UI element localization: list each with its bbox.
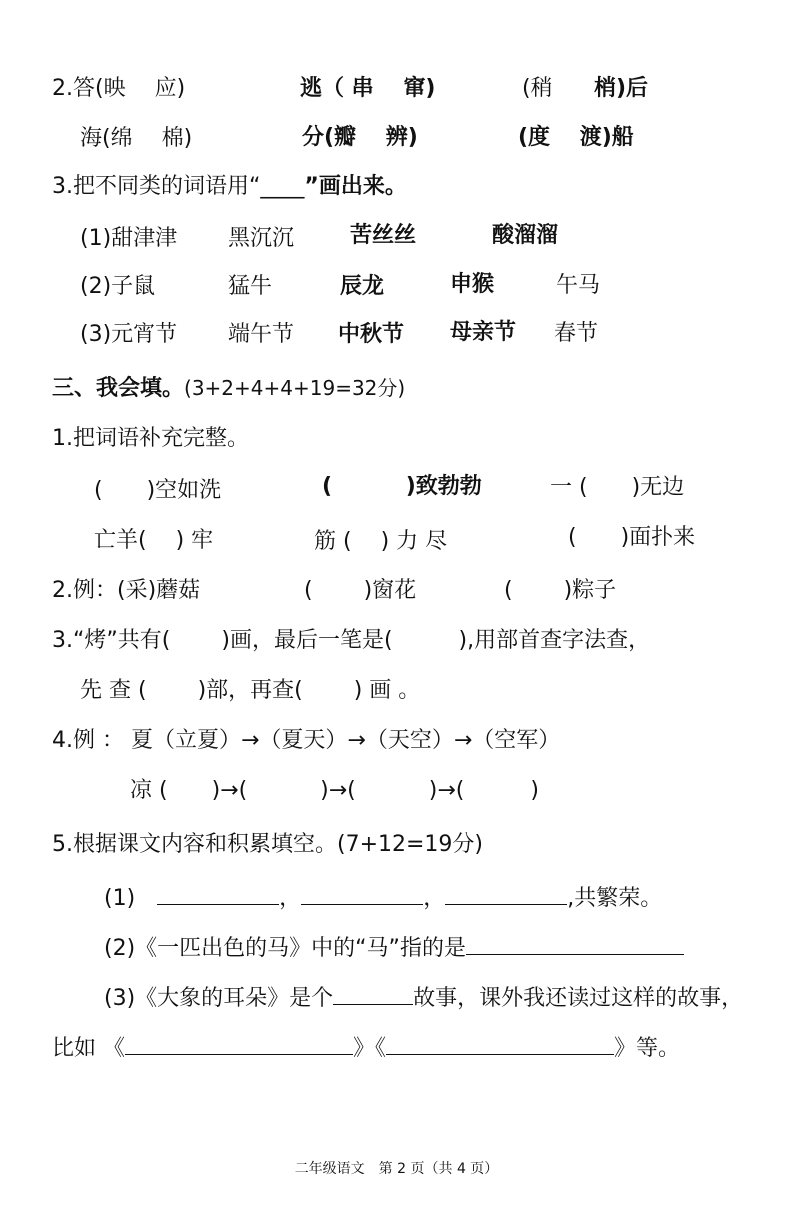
f5-p1-blank2[interactable] [301,886,423,905]
q2-row1-item3a: (稍 [522,76,582,101]
f1-r2-w1: 亡羊( ) 牢 [94,528,214,553]
q3-r2-w1: (2)子鼠 [80,274,156,299]
q3-r1-w1: (1)甜津津 [80,226,178,251]
f5-p1-blank3[interactable] [445,886,567,905]
q3-r3-w2: 端午节 [228,322,295,347]
f5-p1-sep1: ， [279,886,302,911]
q3-title-blank: ____ [260,174,305,199]
f4-chain: 凉 ( )→( )→( )→( ) [130,778,539,803]
f5-p3-blank2[interactable] [125,1036,353,1055]
f3-line2: 先 查 ( )部，再查( ) 画 。 [80,678,421,703]
f1-r2-w3: ( )面扑来 [568,525,696,550]
f5-p1-sep2: ， [423,886,446,911]
f5-p3-mid: 》《 [353,1036,387,1061]
q3-r3-w5: 春节 [554,321,599,346]
section3-score: (3+2+4+4+19=32分) [184,376,406,400]
q3-r1-w2: 黑沉沉 [228,226,295,251]
f1-r1-w3: 一 ( )无边 [550,475,685,500]
f5-part2 [104,936,684,960]
q3-title-post: ”画出来。 [304,174,407,199]
f1-r2-w2: 筋 ( ) 力 尽 [314,529,448,554]
page-footer: 二年级语文 第 2 页（共 4 页） [294,1161,499,1177]
q3-r2-w2: 猛牛 [228,274,273,299]
f5-part3-line2 [52,1036,680,1060]
q3-r2-w4: 申猴 [450,272,495,297]
f5-part1 [104,886,662,910]
q3-r1-w4: 酸溜溜 [492,223,559,248]
f2-item1: ( )窗花 [304,578,417,603]
f5-part3 [104,986,743,1010]
f5-p3-label: (3)《大象的耳朵》是个 [104,986,334,1011]
q2-row2-item3: (度 渡)船 [518,125,634,150]
q2-row1-item1: 2.答(映 应) [52,76,186,101]
q3-title [52,176,407,198]
q3-r3-w4: 母亲节 [450,320,517,345]
f5-p1-end: ,共繁荣。 [567,886,663,911]
f3-line1: 3.“烤”共有( )画，最后一笔是( ),用部首查字法查， [52,628,651,653]
f5-p1-label: (1) [104,886,136,911]
q3-r1-w3: 苦丝丝 [350,223,417,248]
f1-title: 1.把词语补充完整。 [52,426,249,451]
f5-p3-end: 故事，课外我还读过这样的故事， [413,986,744,1011]
f5-p3-blank1[interactable] [333,986,413,1005]
f2-example: 2.例：(采)蘑菇 [52,578,201,603]
f5-p3-line2-pre: 比如 《 [52,1036,125,1061]
q3-title-pre: 3.把不同类的词语用“ [52,174,261,199]
q3-r3-w3: 中秋节 [338,322,405,347]
q3-r2-w3: 辰龙 [340,274,385,299]
f1-r1-w1: ( )空如洗 [94,478,222,503]
f5-p3-end2: 》等。 [614,1036,681,1061]
f5-p2-label: (2)《一匹出色的马》中的“马”指的是 [104,936,466,961]
q3-r3-w1: (3)元宵节 [80,322,178,347]
f5-p2-blank[interactable] [466,936,684,955]
f5-p3-blank3[interactable] [386,1036,614,1055]
f2-item2: ( )粽子 [504,578,617,603]
q2-row2-item1: 海(绵 棉) [80,126,193,151]
q2-row1-item3b: 梢)后 [594,76,649,101]
q2-row2-item2: 分(瓣 辨) [302,125,418,150]
q2-row1-item2: 逃（ 串 窜) [300,76,436,101]
f5-title: 5.根据课文内容和积累填空。(7+12=19分) [52,832,484,857]
f1-r1-w2: ( )致勃勃 [322,474,482,499]
section3-title: 三、我会填。 [52,376,185,401]
section3-heading [52,378,405,400]
f5-p1-blank1[interactable] [157,886,279,905]
f4-example: 4.例 ： 夏（立夏）→（夏天）→（天空）→（空军） [52,728,561,753]
q3-r2-w5: 午马 [556,273,601,298]
